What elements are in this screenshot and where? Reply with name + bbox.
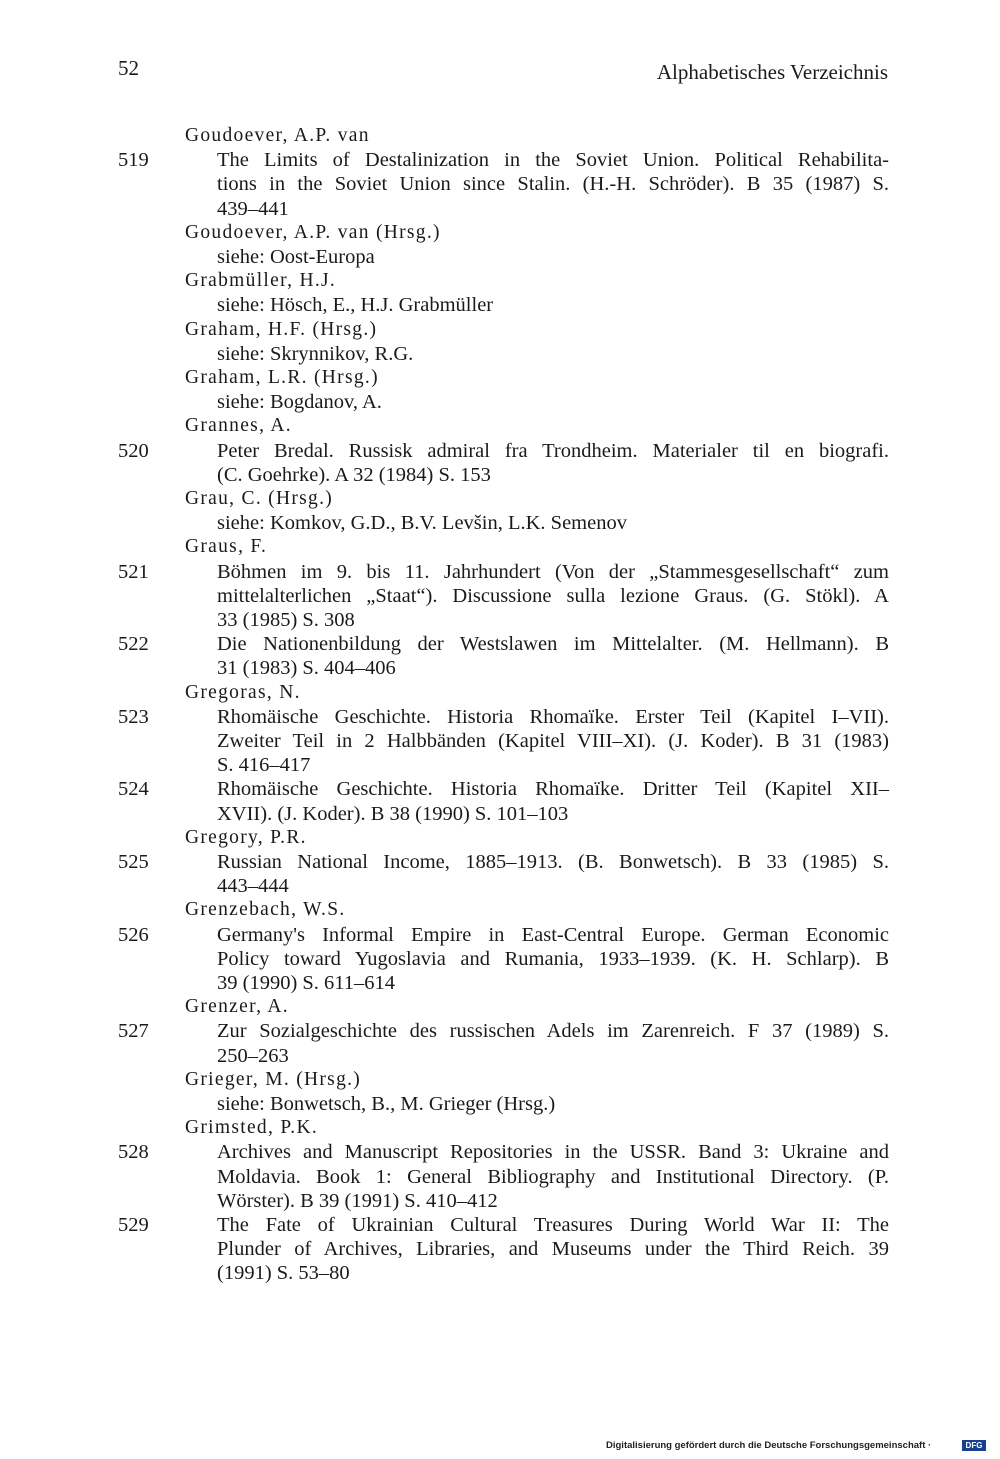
- entry-number: 520: [118, 439, 149, 462]
- entry-citation-line: Die Nationenbildung der Westslawen im Mittelalter. (M. Hellmann). B: [217, 633, 889, 656]
- entry-number: 527: [118, 1020, 149, 1043]
- entry-citation-line: The Fate of Ukrainian Cultural Treasures During World War II: The: [217, 1214, 889, 1236]
- entry-number: 521: [118, 560, 149, 583]
- entry-author: Grau, C. (Hrsg.): [185, 488, 334, 509]
- entry-author: Grenzebach, W.S.: [185, 899, 346, 921]
- entry-citation-line: 443–444: [217, 875, 289, 898]
- see-reference: siehe: Bogdanov, A.: [217, 391, 382, 414]
- entry-author: Grimsted, P.K.: [185, 1117, 319, 1139]
- entry-number: 524: [118, 778, 149, 801]
- entry-citation-line: Peter Bredal. Russisk admiral fra Trondheim. Materialer til en biografi.: [217, 439, 889, 462]
- entry-author: Gregoras, N.: [185, 681, 301, 703]
- entry-number: 526: [118, 923, 149, 946]
- entry-author: Grenzer, A.: [185, 996, 289, 1018]
- entry-citation-line: Zweiter Teil in 2 Halbbänden (Kapitel VIII–XI). (J. Koder). B 31 (1983): [217, 730, 889, 752]
- entry-author: Graham, H.F. (Hrsg.): [185, 318, 378, 340]
- entry-number: 529: [118, 1214, 149, 1236]
- entry-citation-line: Moldavia. Book 1: General Bibliography and Institutional Directory. (P.: [217, 1165, 889, 1188]
- entry-author: Gregory, P.R.: [185, 826, 307, 848]
- digitization-credit: Digitalisierung gefördert durch die Deutsche Forschungsgemeinschaft ·: [606, 1440, 932, 1451]
- dfg-logo: DFG: [962, 1440, 986, 1451]
- entry-author: Grannes, A.: [185, 415, 292, 437]
- entry-author: Grabmüller, H.J.: [185, 270, 337, 292]
- entry-citation-line: S. 416–417: [217, 754, 311, 777]
- entry-citation-line: 39 (1990) S. 611–614: [217, 972, 396, 994]
- entry-citation-line: (1991) S. 53–80: [217, 1262, 350, 1285]
- entry-number: 525: [118, 851, 149, 873]
- entry-number: 523: [118, 705, 149, 728]
- see-reference: siehe: Skrynnikov, R.G.: [217, 342, 414, 365]
- entry-author: Goudoever, A.P. van: [185, 125, 370, 146]
- see-reference: siehe: Bonwetsch, B., M. Grieger (Hrsg.): [217, 1093, 556, 1115]
- entry-citation-line: (C. Goehrke). A 32 (1984) S. 153: [217, 463, 491, 486]
- running-title: Alphabetisches Verzeichnis: [656, 60, 888, 84]
- entry-citation-line: The Limits of Destalinization in the Soviet Union. Political Rehabilita-: [217, 149, 889, 172]
- entry-author: Grieger, M. (Hrsg.): [185, 1068, 362, 1090]
- entry-number: 528: [118, 1141, 149, 1164]
- entry-number: 522: [118, 633, 149, 656]
- entry-citation-line: 33 (1985) S. 308: [217, 609, 355, 631]
- entry-number: 519: [118, 149, 149, 172]
- entry-author: Graus, F.: [185, 536, 268, 558]
- page-number: 52: [118, 56, 139, 80]
- entry-citation-line: Plunder of Archives, Libraries, and Museums under the Third Reich. 39: [217, 1238, 889, 1261]
- entry-citation-line: 439–441: [217, 197, 289, 220]
- entry-citation-line: Policy toward Yugoslavia and Rumania, 1933–1939. (K. H. Schlarp). B: [217, 947, 889, 970]
- see-reference: siehe: Oost-Europa: [217, 246, 375, 268]
- entry-citation-line: Germany's Informal Empire in East-Central Europe. German Economic: [217, 923, 889, 946]
- entry-citation-line: Rhomäische Geschichte. Historia Rhomaïke. Dritter Teil (Kapitel XII–: [217, 778, 889, 801]
- entry-author: Graham, L.R. (Hrsg.): [185, 367, 379, 388]
- entry-citation-line: XVII). (J. Koder). B 38 (1990) S. 101–103: [217, 802, 569, 825]
- entry-author: Goudoever, A.P. van (Hrsg.): [185, 221, 441, 243]
- entry-citation-line: mittelalterlichen „Staat“). Discussione sulla lezione Graus. (G. Stökl). A: [217, 584, 889, 607]
- entry-citation-line: Zur Sozialgeschichte des russischen Adels im Zarenreich. F 37 (1989) S.: [217, 1020, 889, 1043]
- see-reference: siehe: Hösch, E., H.J. Grabmüller: [217, 294, 494, 317]
- entry-citation-line: Archives and Manuscript Repositories in the USSR. Band 3: Ukraine and: [217, 1141, 889, 1164]
- entry-citation-line: Wörster). B 39 (1991) S. 410–412: [217, 1189, 498, 1212]
- entry-citation-line: tions in the Soviet Union since Stalin. (H.-H. Schröder). B 35 (1987) S.: [217, 173, 889, 196]
- entry-citation-line: Rhomäische Geschichte. Historia Rhomaïke. Erster Teil (Kapitel I–VII).: [217, 705, 889, 728]
- see-reference: siehe: Komkov, G.D., B.V. Levšin, L.K. Semenov: [217, 512, 627, 535]
- entry-citation-line: Böhmen im 9. bis 11. Jahrhundert (Von der „Stammesgesellschaft“ zum: [217, 560, 889, 583]
- entry-citation-line: 250–263: [217, 1044, 289, 1067]
- entry-citation-line: Russian National Income, 1885–1913. (B. Bonwetsch). B 33 (1985) S.: [217, 851, 889, 873]
- entry-citation-line: 31 (1983) S. 404–406: [217, 657, 396, 680]
